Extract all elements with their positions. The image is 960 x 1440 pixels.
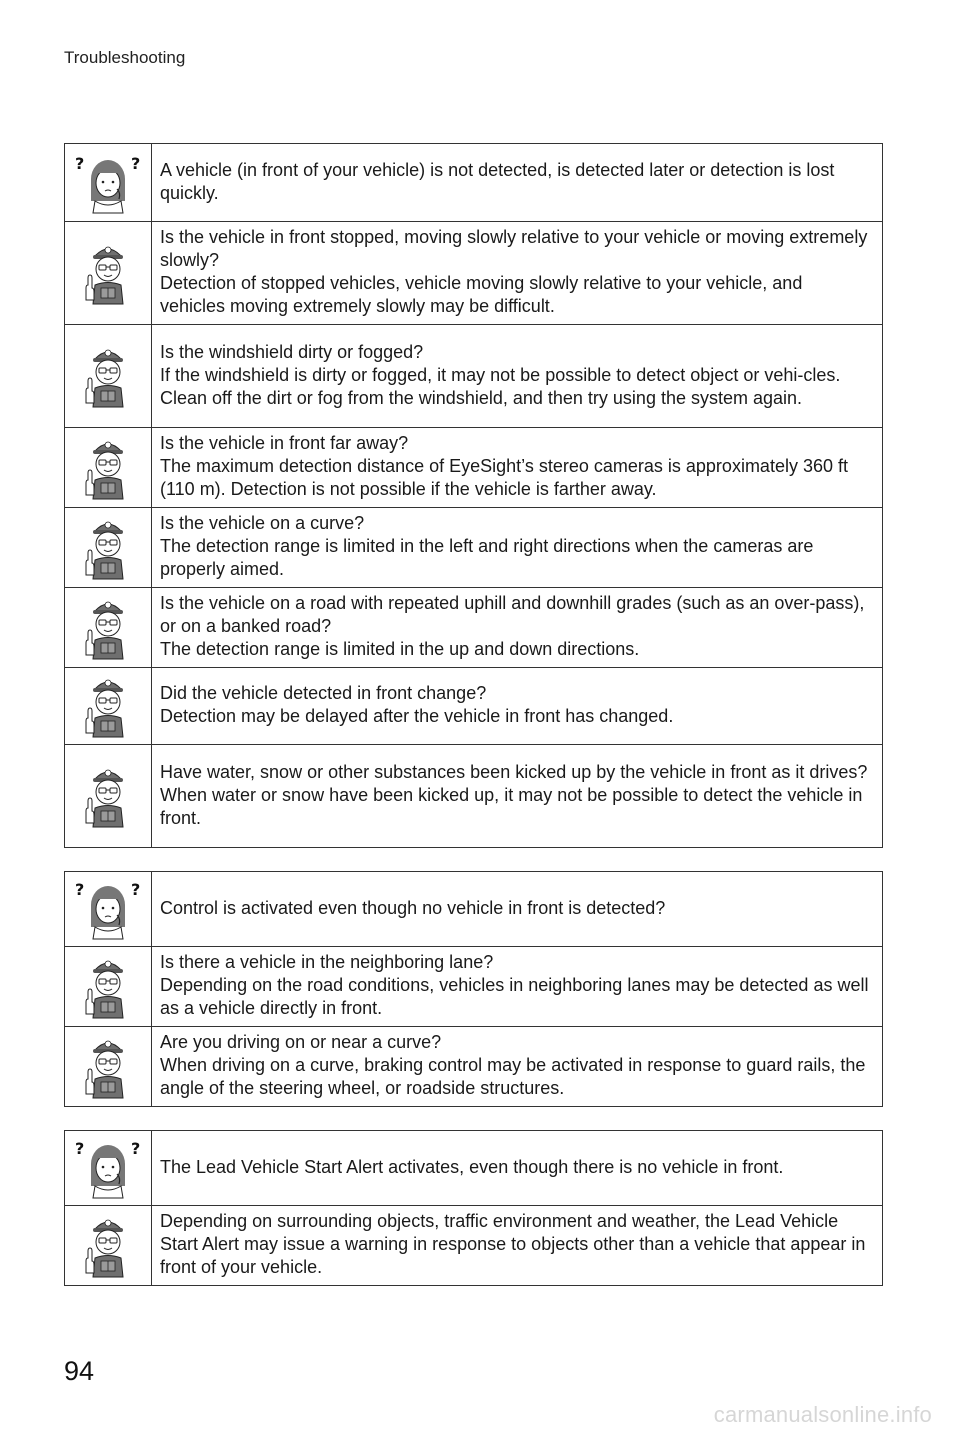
answer-text (152, 1027, 883, 1107)
confused-woman-icon (65, 877, 151, 941)
svg-text:?: ? (75, 880, 85, 899)
answer-row (65, 745, 883, 848)
mechanic-pointing-icon (65, 1213, 151, 1279)
answer-text (152, 1206, 883, 1286)
answer-text (152, 947, 883, 1027)
watermark: carmanualsonline.info (713, 1402, 932, 1427)
explanation-line: The detection range is limited in the left and right directions when the cameras are properly aimed. (160, 536, 814, 579)
answer-row (65, 1027, 883, 1107)
question-line: Is the vehicle on a road with repeated uphill and downhill grades (such as an over-pass), or on a banked road? (160, 593, 865, 636)
explanation-line: When water or snow have been kicked up, it may not be possible to detect the vehicle in front. (160, 784, 863, 828)
question-line: Control is activated even though no vehicle in front is detected? (160, 897, 666, 918)
confused-woman-icon (65, 151, 151, 215)
explanation-line: The detection range is limited in the up and down directions. (160, 639, 640, 659)
svg-text:?: ? (131, 880, 141, 899)
troubleshooting-table-3 (64, 1130, 883, 1286)
mechanic-pointing-icon (65, 515, 151, 581)
mechanic-pointing-icon (65, 435, 151, 501)
answer-icon-cell (65, 508, 152, 588)
answer-row (65, 668, 883, 745)
problem-row (65, 872, 883, 947)
question-line: Is the vehicle on a curve? (160, 513, 365, 533)
mechanic-pointing-icon (65, 595, 151, 661)
answer-icon-cell (65, 745, 152, 848)
answer-text (152, 588, 883, 668)
problem-icon-cell (65, 144, 152, 222)
explanation-line: The maximum detection distance of EyeSight’s stereo cameras is approximately 360 ft (110 m). Detection is not possible if the vehicle is farther away. (160, 456, 848, 499)
question-line: Did the vehicle detected in front change? (160, 683, 487, 703)
troubleshooting-table-2 (64, 871, 883, 1107)
explanation-line: When driving on a curve, braking control may be activated in response to guard rails, the angle of the steering wheel, or roadside structures. (160, 1055, 866, 1098)
page-number: 94 (64, 1356, 95, 1386)
problem-text (152, 872, 883, 947)
answer-icon-cell (65, 222, 152, 325)
mechanic-pointing-icon (65, 673, 151, 739)
answer-row (65, 325, 883, 428)
question-line: Is the windshield dirty or fogged? (160, 341, 424, 362)
section-header: Troubleshooting (64, 48, 186, 67)
answer-text (152, 222, 883, 325)
question-line: Is the vehicle in front stopped, moving slowly relative to your vehicle or moving extremely slowly? (160, 227, 868, 270)
answer-icon-cell (65, 668, 152, 745)
answer-row (65, 508, 883, 588)
problem-icon-cell (65, 872, 152, 947)
mechanic-pointing-icon (65, 240, 151, 306)
mechanic-pointing-icon (65, 343, 151, 409)
answer-text (152, 508, 883, 588)
question-line: Are you driving on or near a curve? (160, 1032, 442, 1052)
problem-icon-cell (65, 1131, 152, 1206)
svg-text:?: ? (131, 1139, 141, 1158)
answer-icon-cell (65, 325, 152, 428)
svg-text:?: ? (75, 1139, 85, 1158)
answer-row (65, 1206, 883, 1286)
answer-text (152, 325, 883, 428)
question-line: Is there a vehicle in the neighboring lane? (160, 952, 494, 972)
problem-row (65, 144, 883, 222)
answer-row (65, 222, 883, 325)
answer-icon-cell (65, 428, 152, 508)
answer-row (65, 428, 883, 508)
mechanic-pointing-icon (65, 954, 151, 1020)
answer-row (65, 588, 883, 668)
explanation-line: Detection of stopped vehicles, vehicle moving slowly relative to your vehicle, and vehicles moving extremely slowly may be difficult. (160, 273, 803, 316)
answer-text (152, 428, 883, 508)
answer-row (65, 947, 883, 1027)
mechanic-pointing-icon (65, 1034, 151, 1100)
explanation-line: If the windshield is dirty or fogged, it may not be possible to detect object or vehi-cles. Clean off the dirt or fog from the windshield, and then try using the system again. (160, 364, 841, 408)
explanation-line: Detection may be delayed after the vehicle in front has changed. (160, 706, 674, 726)
question-line: Depending on surrounding objects, traffic environment and weather, the Lead Vehicle Start Alert may issue a warning in response to objects other than a vehicle that appear in front of your vehicle. (160, 1211, 866, 1277)
troubleshooting-table-1 (64, 143, 883, 848)
svg-text:?: ? (75, 153, 85, 173)
problem-text (152, 1131, 883, 1206)
answer-icon-cell (65, 1027, 152, 1107)
question-line: A vehicle (in front of your vehicle) is not detected, is detected later or detection is lost quickly. (160, 159, 835, 203)
mechanic-pointing-icon (65, 763, 151, 829)
question-line: The Lead Vehicle Start Alert activates, even though there is no vehicle in front. (160, 1156, 784, 1177)
answer-text (152, 745, 883, 848)
answer-icon-cell (65, 947, 152, 1027)
confused-woman-icon (65, 1136, 151, 1200)
svg-text:?: ? (131, 153, 141, 173)
answer-text (152, 668, 883, 745)
question-line: Is the vehicle in front far away? (160, 433, 409, 453)
answer-icon-cell (65, 1206, 152, 1286)
problem-text (152, 144, 883, 222)
explanation-line: Depending on the road conditions, vehicles in neighboring lanes may be detected as well as a vehicle directly in front. (160, 975, 869, 1018)
question-line: Have water, snow or other substances been kicked up by the vehicle in front as it drives? (160, 761, 868, 782)
answer-icon-cell (65, 588, 152, 668)
problem-row (65, 1131, 883, 1206)
